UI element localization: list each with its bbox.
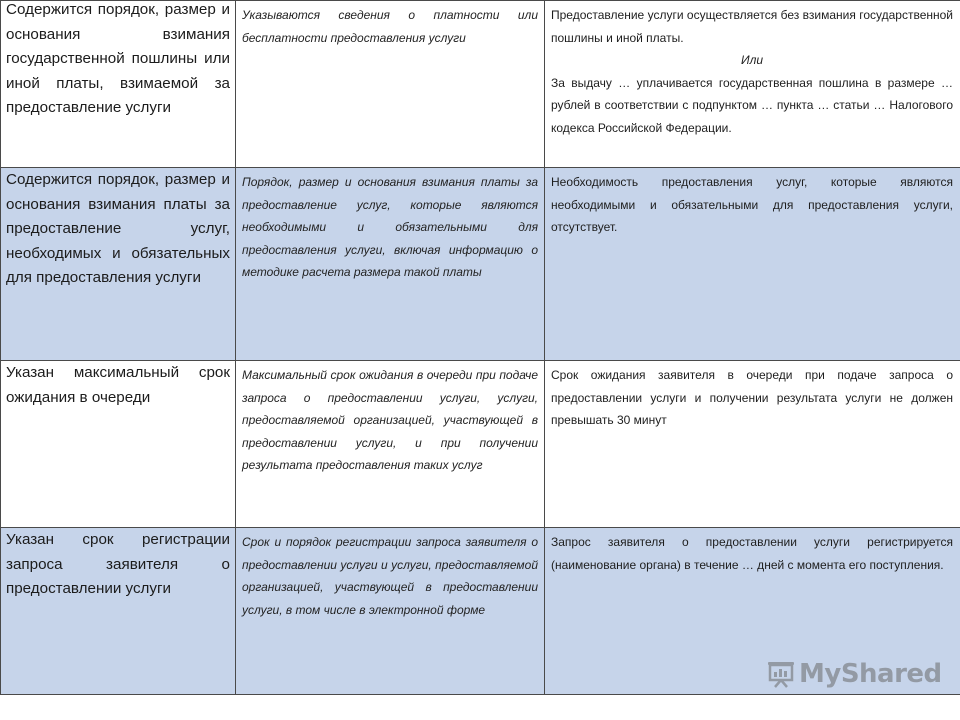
example-text: Запрос заявителя о предоставлении услуги регистрируется (наименование органа) в течение … дней с момента его поступления. <box>551 535 953 572</box>
watermark-text: MyShared <box>799 659 942 689</box>
example-cell <box>545 168 960 361</box>
example-text: Необходимость предоставления услуг, которые являются необходимыми и обязательными для предоставления услуги, отсутствует. <box>551 175 953 234</box>
table-row <box>1 1 960 168</box>
myshared-watermark <box>766 656 942 692</box>
criterion-cell <box>1 1 236 168</box>
criterion-cell: Содержится порядок, размер и основания взимания платы за предоставление услуг, необходимых и обязательных для предоставления услуги <box>1 168 236 361</box>
description-cell: Максимальный срок ожидания в очереди при подаче запроса о предоставлении услуги, услуги, предоставляемой организацией, участвующей в предоставлении услуги, и при получении результата предоставления таких услуг <box>236 361 545 528</box>
description-cell: Срок и порядок регистрации запроса заявителя о предоставлении услуги и услуги, предоставляемой организацией, участвующей в предоставлении услуги, в том числе в электронной форме <box>236 528 545 695</box>
example-text: Предоставление услуги осуществляется без взимания государственной пошлины и иной платы. <box>551 8 953 45</box>
example-cell <box>545 361 960 528</box>
projector-screen-icon <box>766 659 796 689</box>
description-cell: Указываются сведения о платности или бесплатности предоставления услуги <box>236 1 545 168</box>
criterion-text: Содержится порядок, размер и основания взимания государственной пошлины или иной платы, взимаемой за предоставление услуги <box>6 1 230 116</box>
example-text: За выдачу … уплачивается государственная пошлина в размере … рублей в соответствии с подпунктом … пункта … статьи … Налогового кодекса Российской Федерации. <box>551 75 953 135</box>
example-text: Срок ожидания заявителя в очереди при подаче запроса о предоставлении услуги и получении результата услуги не должен превышать 30 минут <box>551 368 953 427</box>
table-row <box>1 168 960 361</box>
criterion-cell: Указан максимальный срок ожидания в очереди <box>1 361 236 528</box>
description-cell: Порядок, размер и основания взимания платы за предоставление услуг, которые являются необходимыми и обязательными для предоставления услуги, включая информацию о методике расчета размера такой платы <box>236 168 545 361</box>
criterion-cell: Указан срок регистрации запроса заявителя о предоставлении услуги <box>1 528 236 695</box>
example-cell <box>545 1 960 168</box>
example-alternative-label: Или <box>740 53 764 67</box>
table-row <box>1 361 960 528</box>
